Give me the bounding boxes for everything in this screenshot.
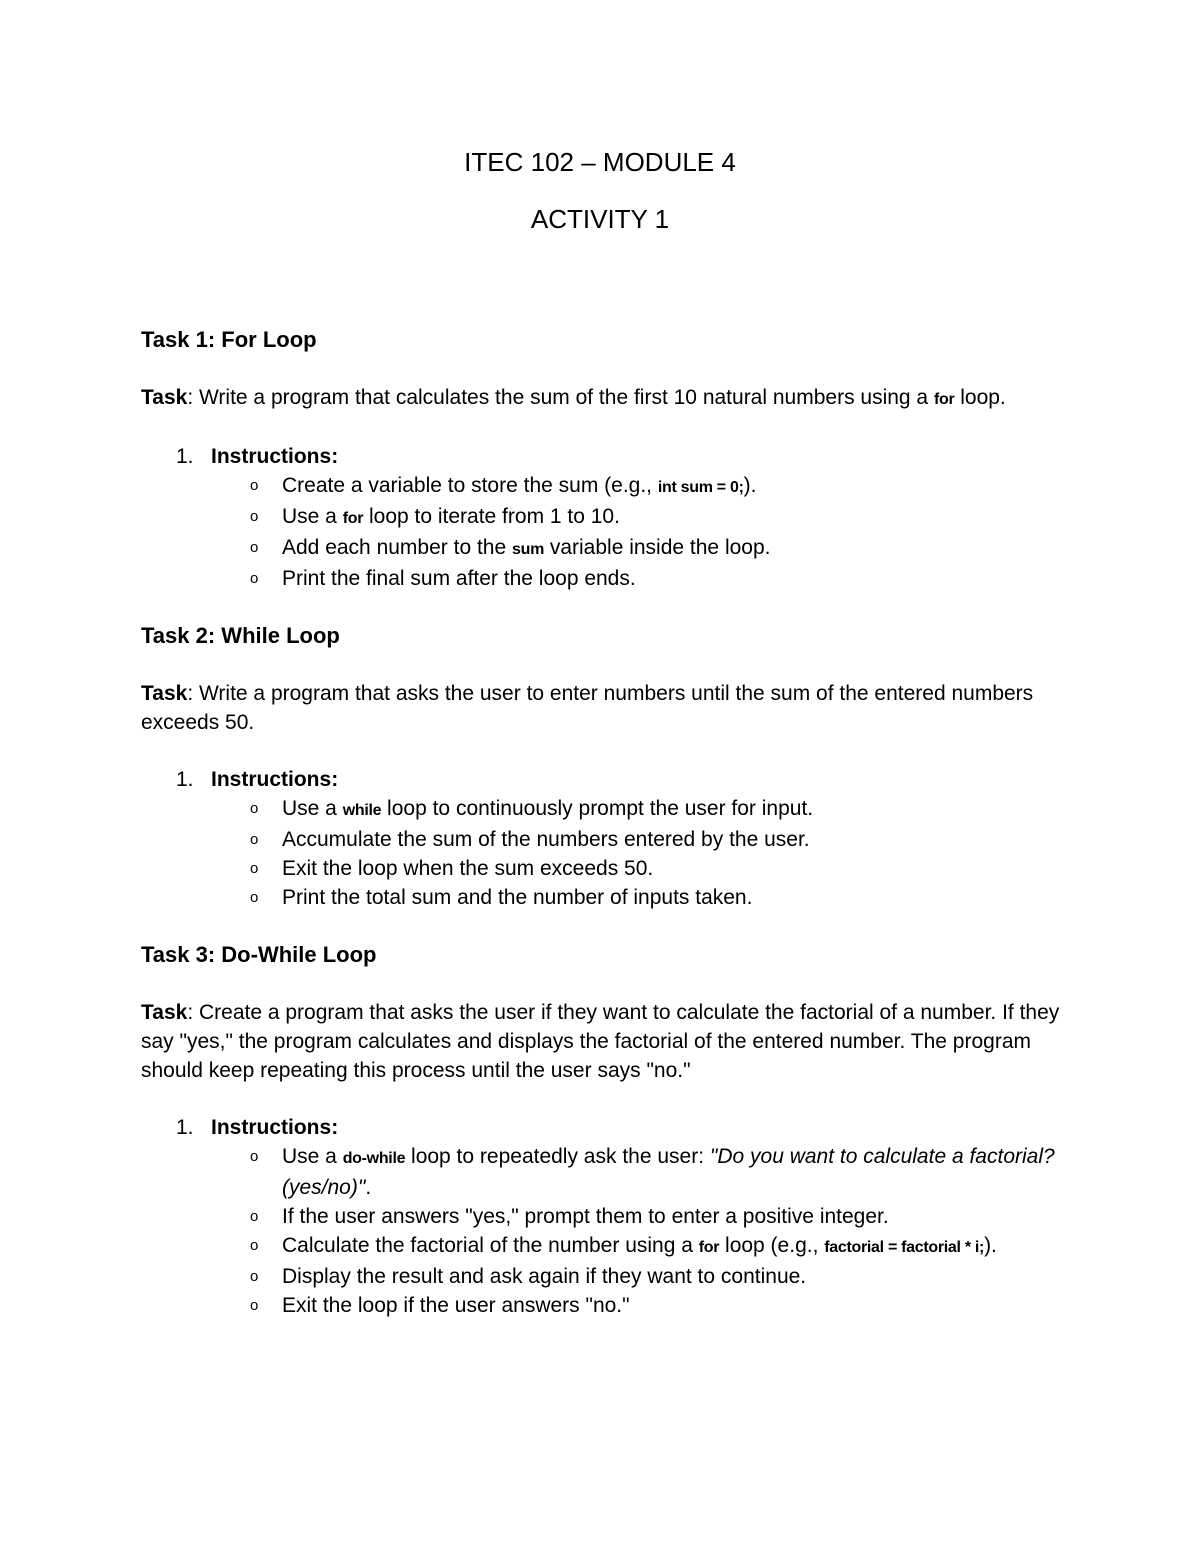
- item-text-end: loop to iterate from 1 to 10.: [363, 505, 620, 528]
- item-text-end: ).: [743, 474, 757, 497]
- instructions-heading: 1. Instructions:: [141, 1113, 1061, 1142]
- item-text-end: .: [365, 1176, 372, 1199]
- item-text: Use a: [282, 1145, 343, 1168]
- item-text: If the user answers "yes," prompt them to enter a positive integer.: [282, 1205, 889, 1228]
- item-text: Accumulate the sum of the numbers entered by the user.: [282, 828, 810, 851]
- code-inline: factorial = factorial * i;: [824, 1239, 985, 1256]
- bullet-icon: o: [250, 1297, 259, 1314]
- task-3-description: [141, 998, 1061, 1085]
- item-text: Use a: [282, 505, 343, 528]
- item-text: Exit the loop if the user answers "no.": [282, 1294, 630, 1317]
- list-item: [141, 794, 1061, 825]
- list-item: [141, 1142, 1061, 1202]
- item-text-end: ).: [984, 1234, 997, 1257]
- bullet-icon: o: [250, 539, 259, 556]
- instructions-heading: 1. Instructions:: [141, 765, 1061, 794]
- code-inline: sum: [512, 541, 544, 558]
- task-3-heading: Task 3: Do-While Loop: [141, 942, 377, 967]
- bullet-icon: o: [250, 1268, 259, 1285]
- list-item: [141, 533, 1061, 564]
- task-3-section: [141, 940, 1061, 1320]
- item-text: Calculate the factorial of the number using a: [282, 1234, 699, 1257]
- task-1-desc-text: : Write a program that calculates the sum of the first 10 natural numbers using a: [187, 386, 934, 409]
- list-item: [141, 1202, 1061, 1231]
- list-item: [141, 471, 1061, 502]
- code-inline: do-while: [342, 1150, 406, 1167]
- list-item: [141, 1291, 1061, 1320]
- bullet-icon: o: [250, 800, 259, 817]
- list-item: [141, 1262, 1061, 1291]
- prompt-quote: "Do you want to calculate a factorial? (yes/no)": [282, 1145, 1055, 1199]
- document-subtitle: ACTIVITY 1: [530, 204, 670, 234]
- list-item: [141, 883, 1061, 912]
- list-item: [141, 502, 1061, 533]
- bullet-icon: o: [250, 570, 259, 587]
- item-text-mid: loop to repeatedly ask the user:: [405, 1145, 710, 1168]
- item-text-end: variable inside the loop.: [544, 536, 771, 559]
- bullet-icon: o: [250, 831, 259, 848]
- item-text: Add each number to the: [282, 536, 512, 559]
- task-label: Task: [141, 386, 188, 409]
- document-title: ITEC 102 – MODULE 4: [464, 147, 736, 177]
- document-body: [141, 325, 1061, 1348]
- item-text: Exit the loop when the sum exceeds 50.: [282, 857, 654, 880]
- bullet-icon: o: [250, 889, 259, 906]
- list-item: [141, 854, 1061, 883]
- task-3-desc-text: : Create a program that asks the user if they want to calculate the factorial of a number. If they say "yes," the program calculates and displays the factorial of the entered number. The program should keep repeating this process until the user says "no.": [141, 1001, 1060, 1082]
- item-text-end: loop to continuously prompt the user for input.: [381, 797, 814, 820]
- list-number: 1.: [176, 445, 194, 468]
- code-inline: while: [342, 802, 382, 819]
- task-2-instructions: [141, 794, 1061, 912]
- item-text-mid: loop (e.g.,: [719, 1234, 825, 1257]
- bullet-icon: o: [250, 1237, 259, 1254]
- item-text: Create a variable to store the sum (e.g.,: [282, 474, 658, 497]
- task-1-heading: Task 1: For Loop: [141, 327, 317, 352]
- task-2-section: [141, 621, 1061, 912]
- instructions-label: Instructions: [211, 1116, 332, 1139]
- task-2-heading: Task 2: While Loop: [141, 623, 340, 648]
- task-1-description: [141, 383, 1061, 414]
- list-number: 1.: [176, 1116, 194, 1139]
- task-1-section: [141, 325, 1061, 593]
- item-text: Print the final sum after the loop ends.: [282, 567, 636, 590]
- item-text: Print the total sum and the number of inputs taken.: [282, 886, 753, 909]
- bullet-icon: o: [250, 1148, 259, 1165]
- code-inline: for: [933, 391, 955, 408]
- task-label: Task: [141, 682, 188, 705]
- task-1-desc-end: loop.: [954, 386, 1006, 409]
- bullet-icon: o: [250, 1208, 259, 1225]
- item-text: Display the result and ask again if they want to continue.: [282, 1265, 807, 1288]
- bullet-icon: o: [250, 508, 259, 525]
- task-label: Task: [141, 1001, 188, 1024]
- instructions-label: Instructions: [211, 768, 332, 791]
- task-3-instructions: [141, 1142, 1061, 1320]
- code-inline: for: [342, 510, 364, 527]
- instructions-label: Instructions: [211, 445, 332, 468]
- item-text: Use a: [282, 797, 343, 820]
- list-item: [141, 564, 1061, 593]
- task-2-desc-text: : Write a program that asks the user to enter numbers until the sum of the entered numbers exceeds 50.: [141, 682, 1034, 734]
- code-inline: for: [698, 1239, 720, 1256]
- bullet-icon: o: [250, 860, 259, 877]
- list-item: [141, 825, 1061, 854]
- task-2-description: [141, 679, 1061, 737]
- list-item: [141, 1231, 1061, 1262]
- list-number: 1.: [176, 768, 194, 791]
- code-inline: int sum = 0;: [657, 479, 744, 496]
- task-1-instructions: [141, 471, 1061, 593]
- instructions-heading: 1. Instructions:: [141, 442, 1061, 471]
- bullet-icon: o: [250, 477, 259, 494]
